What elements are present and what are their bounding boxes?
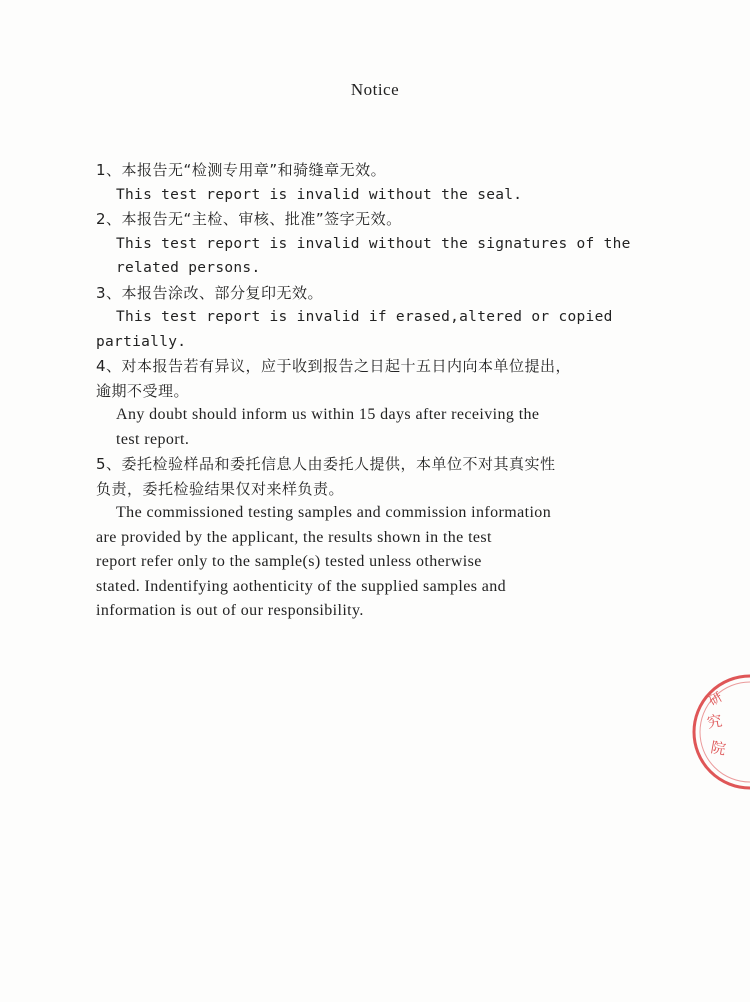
item-5-chinese-line-1: 5、委托检验样品和委托信息人由委托人提供，本单位不对其真实性 [96,455,556,473]
item-4-english-line-2: test report. [116,430,190,448]
item-1-chinese: 1、本报告无“检测专用章”和骑缝章无效。 [96,161,387,179]
page-title: Notice [350,80,400,99]
notice-item-4 [96,354,660,452]
svg-text:院: 院 [709,738,728,759]
item-5-english-line-2: are provided by the applicant, the results shown in the test [96,528,492,546]
item-5-english-line-5: information is out of our responsibility. [96,602,364,619]
item-5-chinese-line-2: 负责，委托检验结果仅对来样负责。 [96,479,345,498]
item-5-english-line-4: stated. Indentifying aothenticity of the supplied samples and [96,577,507,595]
item-3-english-line-2: partially. [96,333,187,350]
item-4-chinese-line-1: 4、对本报告若有异议，应于收到报告之日起十五日内向本单位提出， [96,357,572,375]
notice-item-1 [96,158,660,207]
item-5-english-line-1: The commissioned testing samples and commission information [116,504,552,521]
svg-text:究: 究 [705,711,724,732]
item-4-english-line-1: Any doubt should inform us within 15 days after receiving the [116,406,540,423]
item-2-english-line-1: This test report is invalid without the signatures of the [116,235,631,252]
item-3-english-line-1: This test report is invalid if erased,altered or copied [116,309,613,325]
notice-item-5 [96,452,660,624]
item-2-english-line-2: related persons. [116,260,261,276]
item-3-chinese: 3、本报告涂改、部分复印无效。 [96,283,324,302]
notice-item-2 [96,207,660,281]
item-1-english-line-1: This test report is invalid without the seal. [116,186,523,203]
notice-item-3 [96,281,660,355]
item-2-chinese: 2、本报告无“主检、审核、批准”签字无效。 [96,210,402,228]
svg-text:研: 研 [706,689,726,710]
item-4-chinese-line-2: 逾期不受理。 [96,381,190,400]
item-5-english-line-3: report refer only to the sample(s) tested unless otherwise [96,553,482,570]
inspection-seal [690,668,750,796]
notice-content [96,158,660,624]
